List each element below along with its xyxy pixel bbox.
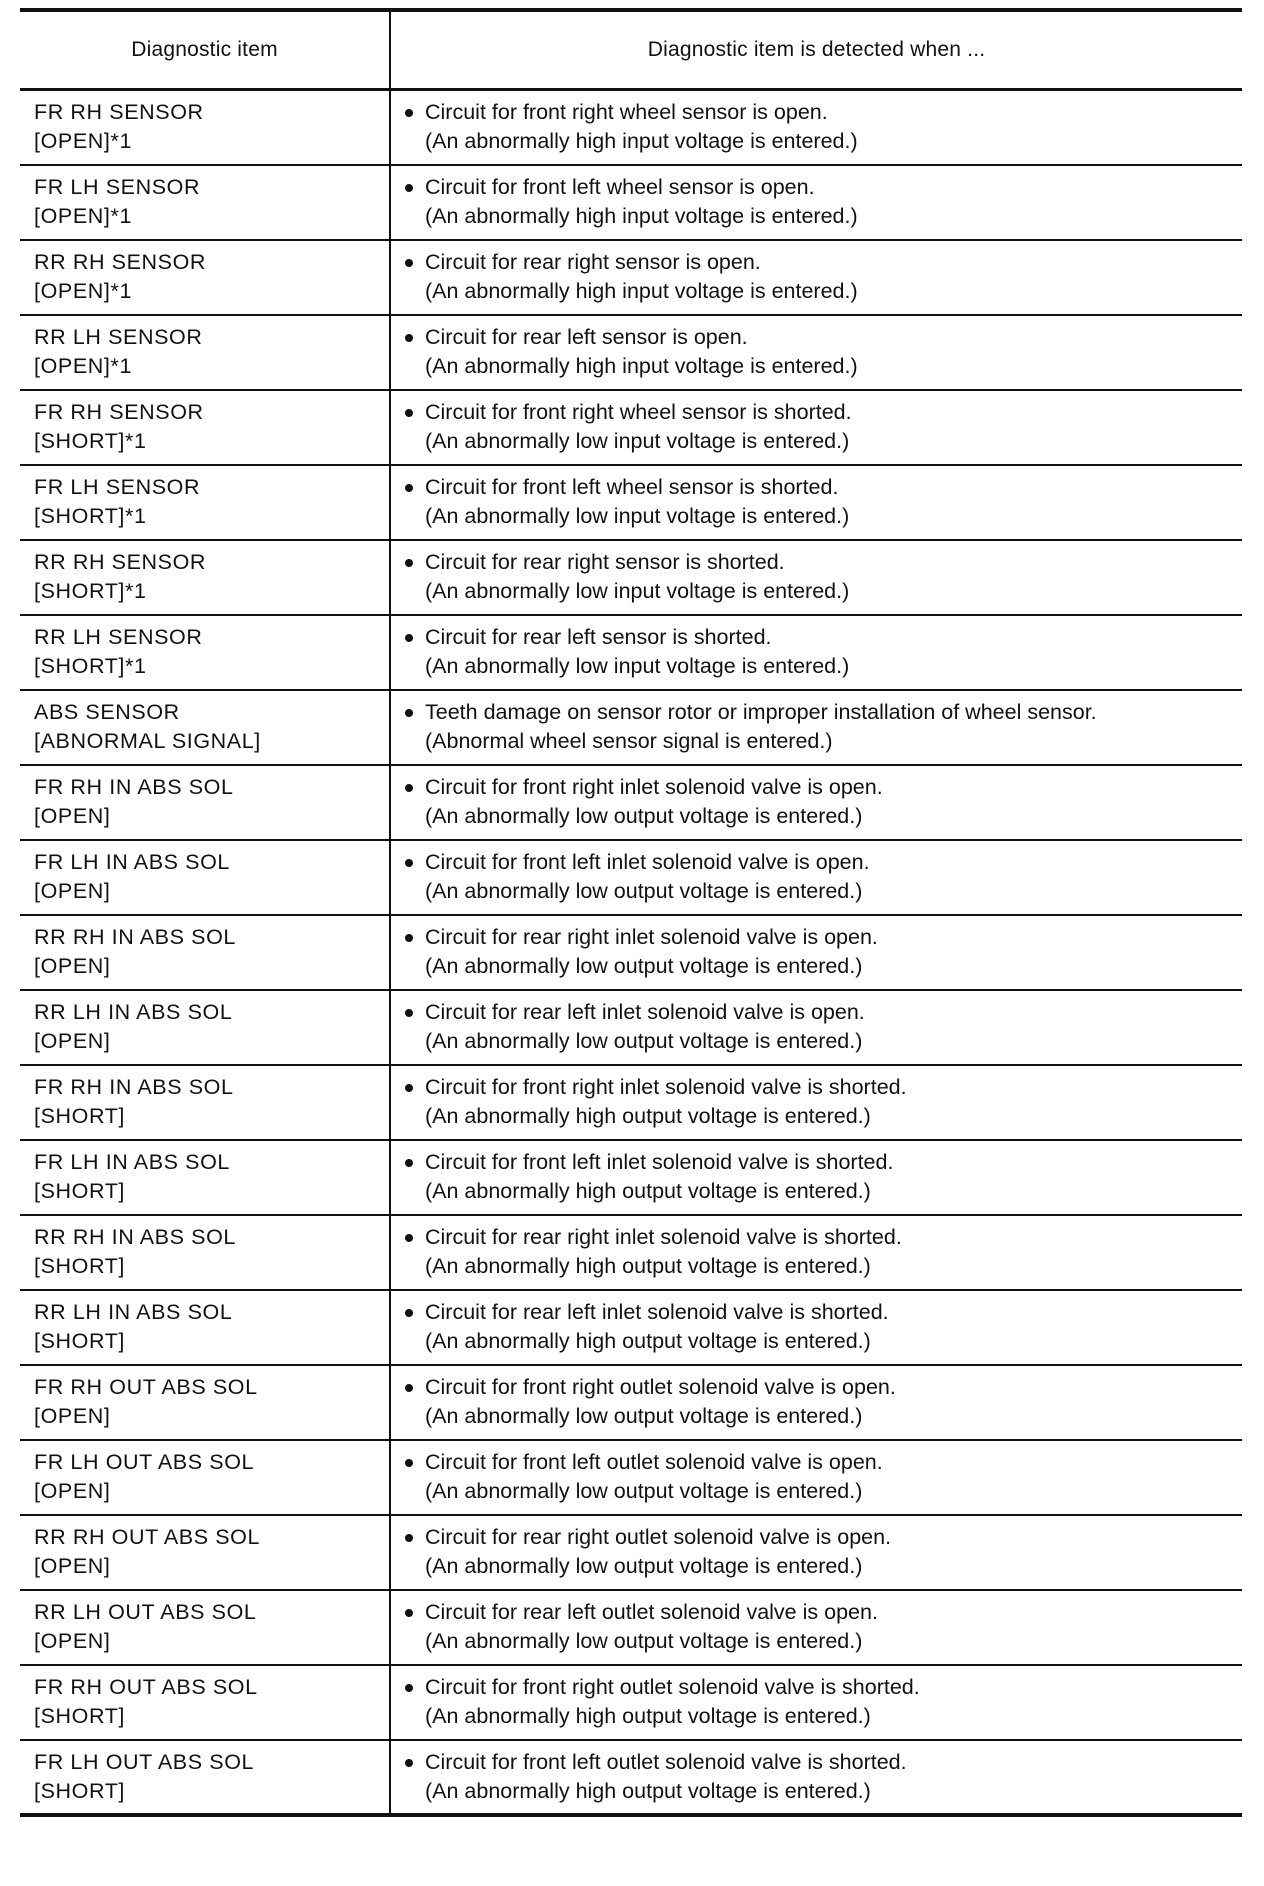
detection-condition-cell <box>390 540 1242 615</box>
detection-condition-cell <box>390 1740 1242 1815</box>
diagnostic-item-cell <box>20 990 390 1065</box>
diagnostic-item-name: ABS SENSOR <box>34 700 180 724</box>
detection-voltage-note: (An abnormally low output voltage is entered.) <box>425 1479 863 1503</box>
detection-condition-cell <box>390 765 1242 840</box>
detection-condition-cell <box>390 615 1242 690</box>
diagnostic-item-cell <box>20 1290 390 1365</box>
diagnostic-item-cell <box>20 465 390 540</box>
bullet-icon <box>405 109 413 117</box>
detection-condition-cell <box>390 1365 1242 1440</box>
detection-condition: Circuit for front left wheel sensor is open. <box>425 175 815 199</box>
table-row <box>20 990 1242 1065</box>
detection-condition: Circuit for rear left inlet solenoid valve is shorted. <box>425 1300 889 1324</box>
table-row <box>20 165 1242 240</box>
diagnostic-item-name: FR LH IN ABS SOL <box>34 850 230 874</box>
diagnostic-item-status: [SHORT]*1 <box>34 504 147 528</box>
diagnostic-table <box>20 8 1242 1817</box>
diagnostic-item-name: RR RH OUT ABS SOL <box>34 1525 261 1549</box>
table-row <box>20 1515 1242 1590</box>
detection-condition-cell <box>390 840 1242 915</box>
diagnostic-item-name: RR LH SENSOR <box>34 325 203 349</box>
diagnostic-item-name: FR LH SENSOR <box>34 175 201 199</box>
detection-condition: Teeth damage on sensor rotor or improper installation of wheel sensor. <box>425 700 1097 724</box>
detection-voltage-note: (An abnormally high input voltage is entered.) <box>425 279 858 303</box>
table-row <box>20 1140 1242 1215</box>
diagnostic-item-status: [OPEN] <box>34 1404 111 1428</box>
detection-condition-cell <box>390 240 1242 315</box>
detection-condition-cell <box>390 690 1242 765</box>
table-row <box>20 1590 1242 1665</box>
detection-voltage-note: (An abnormally low output voltage is entered.) <box>425 954 863 978</box>
detection-condition-cell <box>390 1515 1242 1590</box>
detection-condition-cell <box>390 1590 1242 1665</box>
detection-condition: Circuit for front right inlet solenoid valve is shorted. <box>425 1075 907 1099</box>
table-row <box>20 465 1242 540</box>
diagnostic-item-name: RR LH IN ABS SOL <box>34 1000 233 1024</box>
bullet-icon <box>405 1459 413 1467</box>
detection-condition-cell <box>390 390 1242 465</box>
diagnostic-item-name: FR LH OUT ABS SOL <box>34 1450 255 1474</box>
diagnostic-item-status: [OPEN] <box>34 1554 111 1578</box>
bullet-icon <box>405 334 413 342</box>
diagnostic-item-name: FR RH OUT ABS SOL <box>34 1675 258 1699</box>
detection-voltage-note: (An abnormally low output voltage is entered.) <box>425 1629 863 1653</box>
detection-condition: Circuit for front right outlet solenoid valve is shorted. <box>425 1675 920 1699</box>
detection-condition: Circuit for front left outlet solenoid valve is open. <box>425 1450 883 1474</box>
diagnostic-item-status: [OPEN]*1 <box>34 129 133 154</box>
diagnostic-item-status: [OPEN] <box>34 954 111 978</box>
table-row <box>20 315 1242 390</box>
bullet-icon <box>405 1534 413 1542</box>
diagnostic-item-cell <box>20 1590 390 1665</box>
diagnostic-item-cell <box>20 165 390 240</box>
table-row <box>20 1215 1242 1290</box>
table-row <box>20 540 1242 615</box>
bullet-icon <box>405 1609 413 1617</box>
detection-condition-cell <box>390 1140 1242 1215</box>
diagnostic-item-cell <box>20 1215 390 1290</box>
bullet-icon <box>405 484 413 492</box>
detection-condition-cell <box>390 915 1242 990</box>
bullet-icon <box>405 859 413 867</box>
detection-condition: Circuit for front left inlet solenoid valve is shorted. <box>425 1150 894 1174</box>
detection-condition: Circuit for rear left outlet solenoid valve is open. <box>425 1600 878 1624</box>
diagnostic-item-status: [SHORT]*1 <box>34 429 147 453</box>
diagnostic-item-status: [OPEN]*1 <box>34 204 133 228</box>
table-row <box>20 915 1242 990</box>
diagnostic-item-status: [OPEN] <box>34 1629 111 1653</box>
detection-voltage-note: (An abnormally high output voltage is entered.) <box>425 1704 871 1728</box>
diagnostic-item-cell <box>20 1140 390 1215</box>
bullet-icon <box>405 1084 413 1092</box>
detection-condition: Circuit for rear right inlet solenoid valve is open. <box>425 925 878 949</box>
diagnostic-item-name: RR RH SENSOR <box>34 250 207 274</box>
diagnostic-item-status: [SHORT] <box>34 1179 126 1203</box>
detection-condition-cell <box>390 990 1242 1065</box>
detection-condition-cell <box>390 315 1242 390</box>
bullet-icon <box>405 784 413 792</box>
table-row <box>20 1290 1242 1365</box>
detection-condition: Circuit for rear left sensor is open. <box>425 325 748 349</box>
detection-voltage-note: (An abnormally high input voltage is entered.) <box>425 204 858 228</box>
table-row <box>20 1365 1242 1440</box>
detection-voltage-note: (An abnormally low input voltage is entered.) <box>425 654 850 678</box>
diagnostic-item-name: FR RH SENSOR <box>34 400 204 424</box>
detection-voltage-note: (Abnormal wheel sensor signal is entered.) <box>425 729 833 753</box>
table-row <box>20 690 1242 765</box>
table-row <box>20 240 1242 315</box>
diagnostic-item-cell <box>20 315 390 390</box>
diagnostic-item-cell <box>20 90 390 165</box>
diagnostic-item-cell <box>20 690 390 765</box>
detection-condition: Circuit for rear right inlet solenoid valve is shorted. <box>425 1225 902 1249</box>
diagnostic-item-status: [OPEN] <box>34 804 111 828</box>
diagnostic-item-cell <box>20 1740 390 1815</box>
bullet-icon <box>405 1009 413 1017</box>
bullet-icon <box>405 1384 413 1392</box>
bullet-icon <box>405 184 413 192</box>
table-row <box>20 765 1242 840</box>
diagnostic-item-name: RR RH IN ABS SOL <box>34 925 236 949</box>
diagnostic-item-cell <box>20 840 390 915</box>
detection-condition: Circuit for rear left inlet solenoid valve is open. <box>425 1000 865 1024</box>
diagnostic-item-status: [ABNORMAL SIGNAL] <box>34 729 261 753</box>
bullet-icon <box>405 634 413 642</box>
bullet-icon <box>405 1684 413 1692</box>
diagnostic-item-cell <box>20 615 390 690</box>
diagnostic-item-status: [SHORT] <box>34 1254 126 1278</box>
detection-voltage-note: (An abnormally high output voltage is entered.) <box>425 1254 871 1278</box>
diagnostic-item-name: FR LH SENSOR <box>34 475 201 499</box>
diagnostic-item-status: [SHORT] <box>34 1329 126 1353</box>
bullet-icon <box>405 1159 413 1167</box>
detection-condition: Circuit for front left wheel sensor is shorted. <box>425 475 839 499</box>
detection-condition: Circuit for rear right sensor is shorted. <box>425 550 785 574</box>
detection-condition: Circuit for rear right sensor is open. <box>425 250 761 274</box>
diagnostic-item-cell <box>20 1065 390 1140</box>
detection-condition-cell <box>390 1290 1242 1365</box>
detection-voltage-note: (An abnormally high output voltage is entered.) <box>425 1329 871 1353</box>
detection-condition: Circuit for front left inlet solenoid valve is open. <box>425 850 870 874</box>
header-detected-when: Diagnostic item is detected when ... <box>390 10 1242 90</box>
diagnostic-item-cell <box>20 1365 390 1440</box>
table-row <box>20 840 1242 915</box>
detection-voltage-note: (An abnormally low input voltage is entered.) <box>425 579 850 603</box>
diagnostic-item-name: FR LH OUT ABS SOL <box>34 1749 255 1774</box>
detection-voltage-note: (An abnormally high input voltage is entered.) <box>425 354 858 378</box>
detection-voltage-note: (An abnormally low output voltage is entered.) <box>425 1404 863 1428</box>
diagnostic-item-name: FR RH IN ABS SOL <box>34 1075 234 1099</box>
detection-voltage-note: (An abnormally low output voltage is entered.) <box>425 1029 863 1053</box>
diagnostic-item-name: RR RH IN ABS SOL <box>34 1225 236 1249</box>
detection-voltage-note: (An abnormally low output voltage is entered.) <box>425 879 863 903</box>
detection-voltage-note: (An abnormally low output voltage is entered.) <box>425 804 863 828</box>
detection-condition: Circuit for rear right outlet solenoid valve is open. <box>425 1525 892 1549</box>
detection-condition-cell <box>390 1215 1242 1290</box>
detection-condition-cell <box>390 165 1242 240</box>
table-row <box>20 615 1242 690</box>
bullet-icon <box>405 559 413 567</box>
diagnostic-item-cell <box>20 1665 390 1740</box>
diagnostic-item-name: RR RH SENSOR <box>34 550 207 574</box>
detection-condition: Circuit for front left outlet solenoid valve is shorted. <box>425 1749 907 1774</box>
detection-condition: Circuit for front right outlet solenoid valve is open. <box>425 1375 896 1399</box>
diagnostic-item-cell <box>20 1515 390 1590</box>
diagnostic-item-status: [SHORT] <box>34 1778 126 1803</box>
detection-voltage-note: (An abnormally low input voltage is entered.) <box>425 429 850 453</box>
diagnostic-item-cell <box>20 765 390 840</box>
table-row <box>20 1065 1242 1140</box>
detection-condition: Circuit for front right wheel sensor is shorted. <box>425 400 852 424</box>
header-diagnostic-item: Diagnostic item <box>20 10 390 90</box>
detection-condition-cell <box>390 1440 1242 1515</box>
bullet-icon <box>405 709 413 717</box>
detection-condition-cell <box>390 90 1242 165</box>
bullet-icon <box>405 934 413 942</box>
diagnostic-item-status: [SHORT]*1 <box>34 579 147 603</box>
detection-condition-cell <box>390 465 1242 540</box>
diagnostic-item-name: RR LH IN ABS SOL <box>34 1300 233 1324</box>
diagnostic-item-status: [OPEN]*1 <box>34 354 133 378</box>
detection-voltage-note: (An abnormally high output voltage is entered.) <box>425 1778 871 1803</box>
bullet-icon <box>405 1759 413 1767</box>
bullet-icon <box>405 1309 413 1317</box>
detection-voltage-note: (An abnormally high output voltage is entered.) <box>425 1179 871 1203</box>
detection-condition: Circuit for rear left sensor is shorted. <box>425 625 772 649</box>
diagnostic-item-cell <box>20 915 390 990</box>
diagnostic-item-status: [OPEN]*1 <box>34 279 133 303</box>
diagnostic-item-name: FR LH IN ABS SOL <box>34 1150 230 1174</box>
table-row <box>20 1740 1242 1815</box>
diagnostic-item-cell <box>20 390 390 465</box>
bullet-icon <box>405 1234 413 1242</box>
diagnostic-item-cell <box>20 1440 390 1515</box>
diagnostic-item-status: [SHORT] <box>34 1104 126 1128</box>
detection-voltage-note: (An abnormally high input voltage is entered.) <box>425 129 858 154</box>
table-row <box>20 390 1242 465</box>
diagnostic-item-status: [SHORT] <box>34 1704 126 1728</box>
diagnostic-item-cell <box>20 540 390 615</box>
detection-voltage-note: (An abnormally high output voltage is entered.) <box>425 1104 871 1128</box>
diagnostic-item-name: FR RH SENSOR <box>34 100 204 125</box>
header-row <box>20 10 1242 90</box>
bullet-icon <box>405 259 413 267</box>
diagnostic-item-status: [OPEN] <box>34 1029 111 1053</box>
detection-voltage-note: (An abnormally low output voltage is entered.) <box>425 1554 863 1578</box>
detection-voltage-note: (An abnormally low input voltage is entered.) <box>425 504 850 528</box>
detection-condition-cell <box>390 1065 1242 1140</box>
table-row <box>20 90 1242 165</box>
diagnostic-item-status: [OPEN] <box>34 1479 111 1503</box>
diagnostic-item-status: [SHORT]*1 <box>34 654 147 678</box>
detection-condition-cell <box>390 1665 1242 1740</box>
bullet-icon <box>405 409 413 417</box>
table-row <box>20 1440 1242 1515</box>
detection-condition: Circuit for front right wheel sensor is open. <box>425 100 828 125</box>
diagnostic-item-status: [OPEN] <box>34 879 111 903</box>
diagnostic-item-name: RR LH SENSOR <box>34 625 203 649</box>
table-row <box>20 1665 1242 1740</box>
diagnostic-item-name: FR RH IN ABS SOL <box>34 775 234 799</box>
diagnostic-item-cell <box>20 240 390 315</box>
detection-condition: Circuit for front right inlet solenoid valve is open. <box>425 775 883 799</box>
diagnostic-item-name: FR RH OUT ABS SOL <box>34 1375 258 1399</box>
diagnostic-item-name: RR LH OUT ABS SOL <box>34 1600 257 1624</box>
